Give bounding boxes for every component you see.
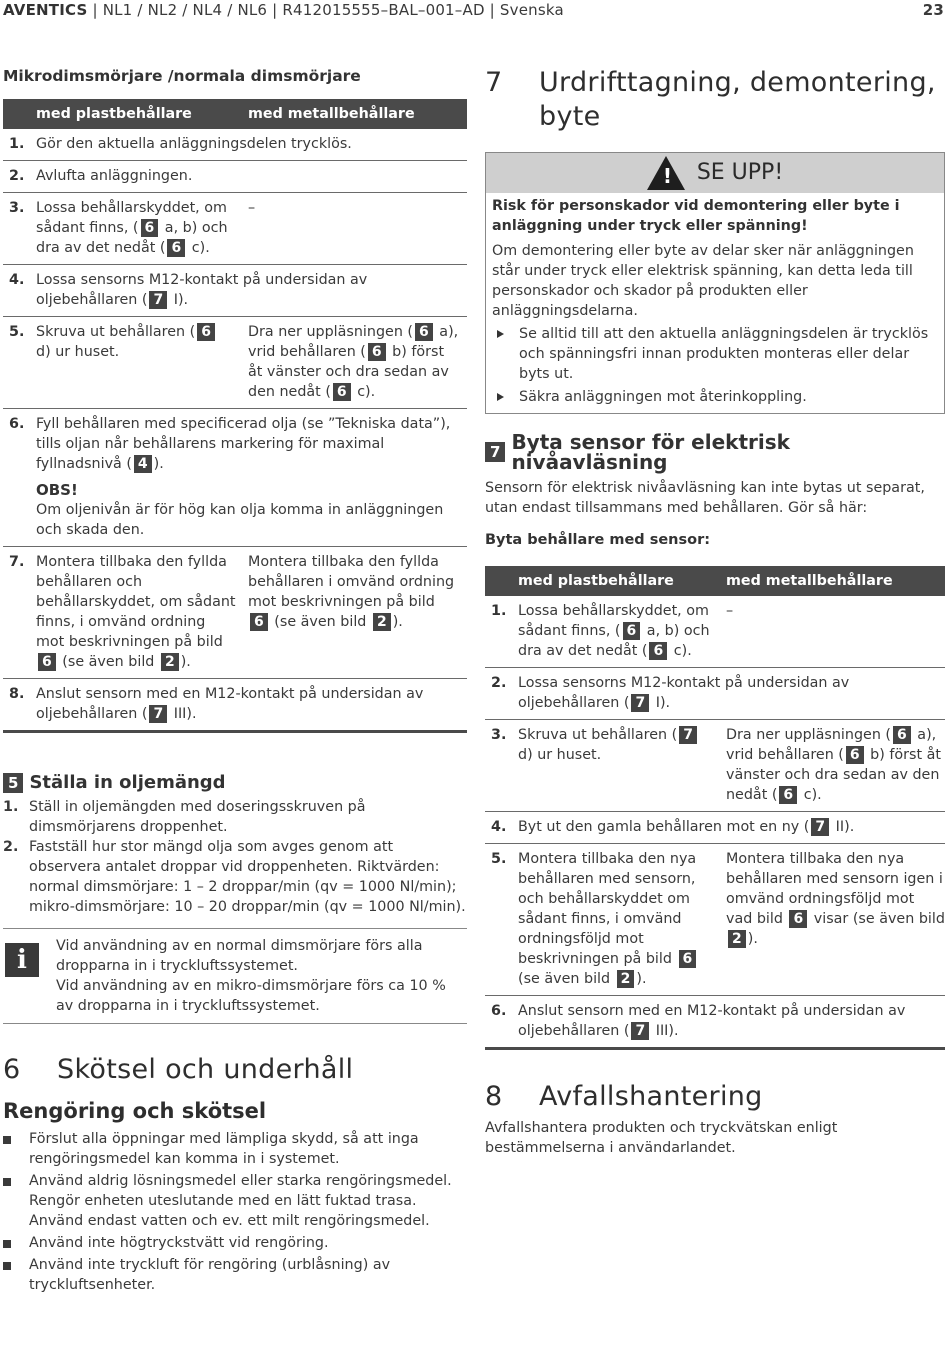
figure-ref: 6 <box>38 653 56 671</box>
bullet-icon <box>3 1240 11 1248</box>
figure-ref: 6 <box>333 383 351 401</box>
step-number: 4. <box>491 819 507 835</box>
list-item: 1. Ställ in oljemängden med doseringsskruven på dimsmörjarens droppenhet. <box>3 799 366 835</box>
chapter-heading: 7 Urdrifttagning, demontering, byte <box>485 67 936 132</box>
brand: AVENTICS <box>3 1 88 19</box>
page-number: 23 <box>922 1 944 19</box>
step-text-metal: – <box>248 200 256 216</box>
step-number: 2. <box>9 168 25 184</box>
list-item: Använd aldrig lösningsmedel eller starka rengöringsmedel. Rengör enheten uteslutande med en lätt fuktad trasa. Använd endast vatten och ev. ett milt rengöringsmedel. <box>3 1171 467 1231</box>
bullet-icon <box>3 1136 11 1144</box>
step-text-metal: Dra ner uppläsningen ( 6 a), vrid behållaren ( 6 b) först åt vänster och dra sedan av den nedåt ( 6 c). <box>248 324 459 400</box>
table-row <box>3 409 467 547</box>
step-text-metal: – <box>726 603 734 619</box>
step-number: 3. <box>491 727 507 743</box>
step-text: Lossa sensorns M12-kontakt på undersidan av oljebehållaren ( 7 I). <box>518 675 850 711</box>
step-text-plastic: Lossa behållarskyddet, om sådant finns, ( 6 a, b) och dra av det nedåt ( 6 c). <box>518 603 710 659</box>
figure-ref: 7 <box>631 1022 649 1040</box>
figure-ref: 6 <box>846 746 864 764</box>
table-title: Mikrodimsmörjare /normala dimsmörjare <box>3 67 361 85</box>
figure-badge: 5 <box>3 773 23 793</box>
step-number: 5. <box>9 324 25 340</box>
step-text: Byt ut den gamla behållaren mot en ny ( 7 II). <box>518 819 855 835</box>
step-number: 1. <box>9 136 25 152</box>
step-number: 5. <box>491 851 507 867</box>
figure-ref: 6 <box>415 323 433 341</box>
figure-ref: 7 <box>149 291 167 309</box>
left-column <box>3 66 467 1297</box>
chapter-text: Avfallshantera produkten och tryckvätskan enligt bestämmelserna i användarlandet. <box>485 1120 838 1156</box>
step-number: 6. <box>9 416 25 432</box>
chapter-heading: 8 Avfallshantering <box>485 1081 763 1112</box>
table-row <box>3 161 467 193</box>
step-number: 3. <box>9 200 25 216</box>
step-text-metal: Dra ner uppläsningen ( 6 a), vrid behållaren ( 6 b) först åt vänster och dra sedan av den nedåt ( 6 c). <box>726 727 941 803</box>
step-list <box>3 797 467 917</box>
step-text-plastic: Skruva ut behållaren ( 6 d) ur huset. <box>36 322 236 402</box>
figure-ref: 6 <box>893 726 911 744</box>
step-text: Gör den aktuella anläggningsdelen trycklös. <box>36 136 352 152</box>
notice-text: Om oljenivån är för hög kan olja komma in anläggningen och skada den. <box>36 502 444 538</box>
step-number: 8. <box>9 686 25 702</box>
figure-ref: 6 <box>789 910 807 928</box>
figure-ref: 6 <box>167 239 185 257</box>
arrow-icon <box>497 393 504 401</box>
figure-ref: 6 <box>197 323 215 341</box>
step-text: Fyll behållaren med specificerad olja (se ”Tekniska data”), tills oljan når behållarens markering för maximal fyllnadsnivå ( 4 ). <box>36 416 451 472</box>
figure-ref: 2 <box>728 930 746 948</box>
warning-risk: Risk för personskador vid demontering eller byte i anläggning under tryck eller spänning! <box>492 198 900 234</box>
step-number: 1. <box>491 603 507 619</box>
table-row <box>485 668 945 720</box>
table-row <box>3 547 467 679</box>
table-row <box>3 265 467 317</box>
doc-info: | NL1 / NL2 / NL4 / NL6 | R412015555–BAL–001–AD | Svenska <box>87 1 564 19</box>
figure-ref: 2 <box>161 653 179 671</box>
figure-ref: 4 <box>134 455 152 473</box>
bullet-list <box>3 1129 467 1295</box>
table-row <box>3 317 467 409</box>
step-text: Lossa sensorns M12-kontakt på undersidan av oljebehållaren ( 7 I). <box>36 272 368 308</box>
info-text: Vid användning av en normal dimsmörjare förs alla dropparna in i tryckluftssystemet. <box>56 938 423 974</box>
col-plastic: med plastbehållare <box>36 106 192 122</box>
table-row <box>485 720 945 812</box>
figure-ref: 6 <box>679 950 697 968</box>
list-item: Se alltid till att den aktuella anläggningsdelen är trycklös och spänningsfri innan produkten monteras eller delar byts ut. <box>492 324 938 384</box>
warning-icon: ! <box>647 156 685 190</box>
figure-ref: 6 <box>141 219 159 237</box>
figure-ref: 7 <box>811 818 829 836</box>
figure-ref: 6 <box>649 642 667 660</box>
figure-badge: 7 <box>485 442 505 462</box>
list-item: Använd inte högtryckstvätt vid rengöring. <box>3 1233 467 1253</box>
figure-ref: 6 <box>779 786 797 804</box>
step-text-metal: Montera tillbaka den nya behållaren med sensorn igen i omvänd ordningsföljd mot vad bild 6 visar (se även bild 2 ). <box>726 851 945 947</box>
page-header <box>3 0 947 20</box>
bullet-icon <box>3 1178 11 1186</box>
step-number: 6. <box>491 1003 507 1019</box>
step-number: 7. <box>9 554 25 570</box>
table-row <box>3 679 467 730</box>
section-heading: 5 Ställa in oljemängd <box>3 773 467 793</box>
warning-box <box>485 152 945 414</box>
chapter-heading: 6 Skötsel och underhåll <box>3 1054 354 1085</box>
section-heading: 7 Byta sensor för elektrisk nivåavläsning <box>485 432 945 472</box>
subheading: Rengöring och skötsel <box>3 1099 267 1123</box>
bullet-icon <box>3 1262 11 1270</box>
figure-ref: 7 <box>631 694 649 712</box>
table-row <box>485 996 945 1047</box>
step-text-plastic: Montera tillbaka den nya behållaren med sensorn, och behållarskyddet om sådant finns, i omvänd ordningsföljd mot beskrivningen på bild 6 (se även bild 2 ). <box>518 851 697 987</box>
section-intro: Sensorn för elektrisk nivåavläsning kan inte bytas ut separat, utan endast tillsammans med behållaren. Gör så här: <box>485 480 925 516</box>
table-row <box>485 844 945 996</box>
figure-ref: 6 <box>368 343 386 361</box>
info-text: Vid användning av en mikro-dimsmörjare förs ca 10 % av dropparna in i tryckluftssystemet. <box>56 978 446 1014</box>
figure-ref: 7 <box>149 705 167 723</box>
table-row <box>3 129 467 161</box>
step-text: Avlufta anläggningen. <box>36 168 193 184</box>
list-item: Säkra anläggningen mot återinkoppling. <box>492 387 938 407</box>
figure-ref: 6 <box>250 613 268 631</box>
step-number: 2. <box>491 675 507 691</box>
info-box <box>3 928 467 1024</box>
table-row <box>3 193 467 265</box>
figure-ref: 7 <box>679 726 697 744</box>
table-header <box>3 99 467 129</box>
figure-ref: 2 <box>373 613 391 631</box>
info-icon: i <box>5 943 39 977</box>
figure-ref: 6 <box>623 622 641 640</box>
step-text: Anslut sensorn med en M12-kontakt på undersidan av oljebehållaren ( 7 III). <box>518 1003 906 1039</box>
col-metal: med metallbehållare <box>726 573 893 589</box>
figure-ref: 2 <box>617 970 635 988</box>
step-text-plastic: Lossa behållarskyddet, om sådant finns, ( 6 a, b) och dra av det nedåt ( 6 c). <box>36 200 228 256</box>
step-text-plastic: Montera tillbaka den fyllda behållaren och behållarskyddet, om sådant finns, i omvänd ordning mot beskrivningen på bild 6 (se även bild 2 ). <box>36 554 236 670</box>
list-item: Förslut alla öppningar med lämpliga skydd, så att inga rengöringsmedel kan komma in i systemet. <box>3 1129 467 1169</box>
table-row <box>485 812 945 844</box>
right-column <box>485 66 945 1158</box>
col-plastic: med plastbehållare <box>518 573 674 589</box>
step-number: 4. <box>9 272 25 288</box>
table-row <box>485 596 945 668</box>
warning-body <box>486 193 944 413</box>
warning-label: SE UPP! <box>696 160 784 185</box>
col-metal: med metallbehållare <box>248 106 415 122</box>
table-title: Byta behållare med sensor: <box>485 532 711 548</box>
warning-text: Om demontering eller byte av delar sker när anläggningen står under tryck eller elektrisk spänning, kan detta leda till personskador och skador på produkten eller anläggningsdelarna. <box>492 243 914 319</box>
list-item: Använd inte tryckluft för rengöring (urblåsning) av tryckluftsenheter. <box>3 1255 467 1295</box>
notice-label: OBS! <box>36 481 78 499</box>
arrow-icon <box>497 330 504 338</box>
warning-header <box>486 153 944 193</box>
list-item: 2. Fastställ hur stor mängd olja som avges genom att observera antalet droppar vid droppenheten. Riktvärden: normal dimsmörjare: 1 – 2 droppar/min (qv = 1000 Nl/min); mikro-dimsmörjare: 10 – 20 droppar/min (qv = 1000 Nl/min). <box>3 839 466 915</box>
step-text: Anslut sensorn med en M12-kontakt på undersidan av oljebehållaren ( 7 III). <box>36 686 424 722</box>
step-text-plastic: Skruva ut behållaren ( 7 d) ur huset. <box>518 725 713 805</box>
step-text-metal: Montera tillbaka den fyllda behållaren i omvänd ordning mot beskrivningen på bild 6 (se även bild 2 ). <box>248 554 455 630</box>
table-header <box>485 566 945 596</box>
